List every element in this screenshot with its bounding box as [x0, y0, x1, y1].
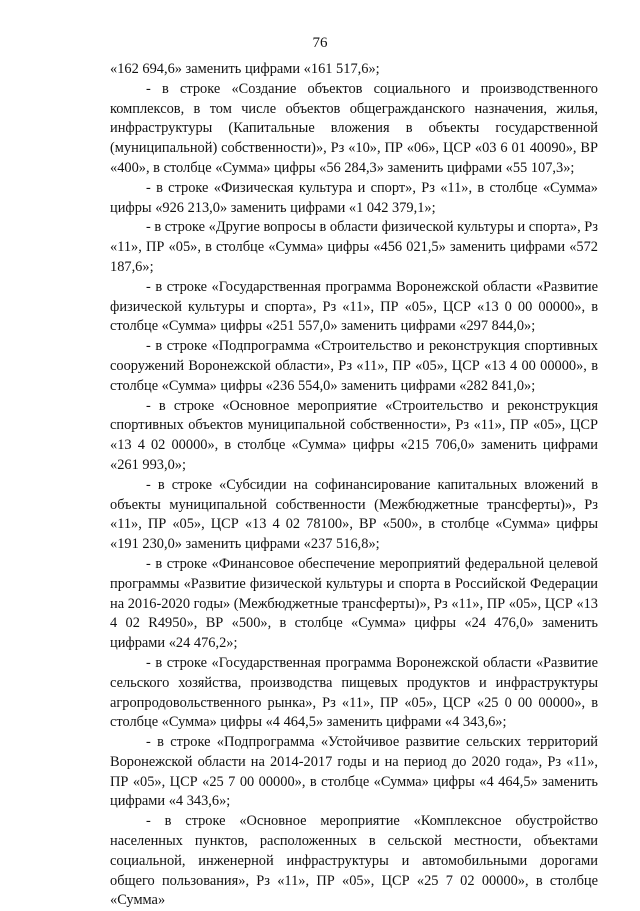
paragraph: - в строке «Подпрограмма «Строительство и реконструкция спортивных сооружений Воронежской области», Рз «11», ПР «05», ЦСР «13 4 00 00000», в столбце «Сумма» цифры «236 554,0» заменить цифрами «282 841,0»;	[110, 338, 598, 394]
paragraph: - в строке «Субсидии на софинансирование капитальных вложений в объекты муниципальной собственности (Межбюджетные трансферты)», Рз «11», ПР «05», ЦСР «13 4 02 78100», ВР «500», в столбце «Сумма» цифры «191 230,0» заменить цифрами «237 516,8»;	[110, 476, 598, 553]
paragraph: «162 694,6» заменить цифрами «161 517,6»;	[110, 61, 380, 77]
paragraph: - в строке «Другие вопросы в области физической культуры и спорта», Рз «11», ПР «05», в столбце «Сумма» цифры «456 021,5» заменить цифрами «572 187,6»;	[110, 219, 598, 275]
paragraph: - в строке «Финансовое обеспечение мероприятий федеральной целевой программы «Развитие физической культуры и спорта в Российской Федерации на 2016-2020 годы» (Межбюджетные трансферты)», Рз «11», ПР «05», ЦСР «13 4 02 R4950», ВР «500», в столбце «Сумма» цифры «24 476,0» заменить цифрами «24 476,2»;	[110, 555, 598, 652]
paragraph: - в строке «Государственная программа Воронежской области «Развитие физической культуры и спорта», Рз «11», ПР «05», ЦСР «13 0 00 00000», в столбце «Сумма» цифры «251 557,0» заменить цифрами «297 844,0»;	[110, 278, 598, 335]
document-body	[110, 60, 598, 911]
page-number: 76	[312, 35, 328, 51]
paragraph: - в строке «Подпрограмма «Устойчивое развитие сельских территорий Воронежской области на 2014-2017 годы и на период до 2020 года», Рз «11», ПР «05», ЦСР «25 7 00 00000», в столбце «Сумма» цифры «4 464,5» заменить цифрами «4 343,6»;	[110, 734, 598, 810]
paragraph: - в строке «Государственная программа Воронежской области «Развитие сельского хозяйства, производства пищевых продуктов и инфраструктуры агропродовольственного рынка», Рз «11», ПР «05», ЦСР «25 0 00 00000», в столбце «Сумма» цифры «4 464,5» заменить цифрами «4 343,6»;	[110, 654, 598, 731]
paragraph: - в строке «Основное мероприятие «Комплексное обустройство населенных пунктов, расположенных в сельской местности, объектами социальной, инженерной инфраструктуры и автомобильными дорогами общего пользования», Рз «11», ПР «05», ЦСР «25 7 02 00000», в столбце «Сумма»	[110, 813, 598, 909]
paragraph: - в строке «Физическая культура и спорт», Рз «11», в столбце «Сумма» цифры «926 213,0» заменить цифрами «1 042 379,1»;	[110, 179, 598, 216]
paragraph: - в строке «Основное мероприятие «Строительство и реконструкция спортивных объектов муниципальной собственности», Рз «11», ПР «05», ЦСР «13 4 02 00000», в столбце «Сумма» цифры «215 706,0» заменить цифрами «261 993,0»;	[110, 397, 598, 473]
paragraph: - в строке «Создание объектов социального и производственного комплексов, в том числе объектов общегражданского назначения, жилья, инфраструктуры (Капитальные вложения в объекты государственной (муниципальной) собственности)», Рз «10», ПР «06», ЦСР «03 6 01 40090», ВР «400», в столбце «Сумма» цифры «56 284,3» заменить цифрами «55 107,3»;	[110, 80, 598, 176]
